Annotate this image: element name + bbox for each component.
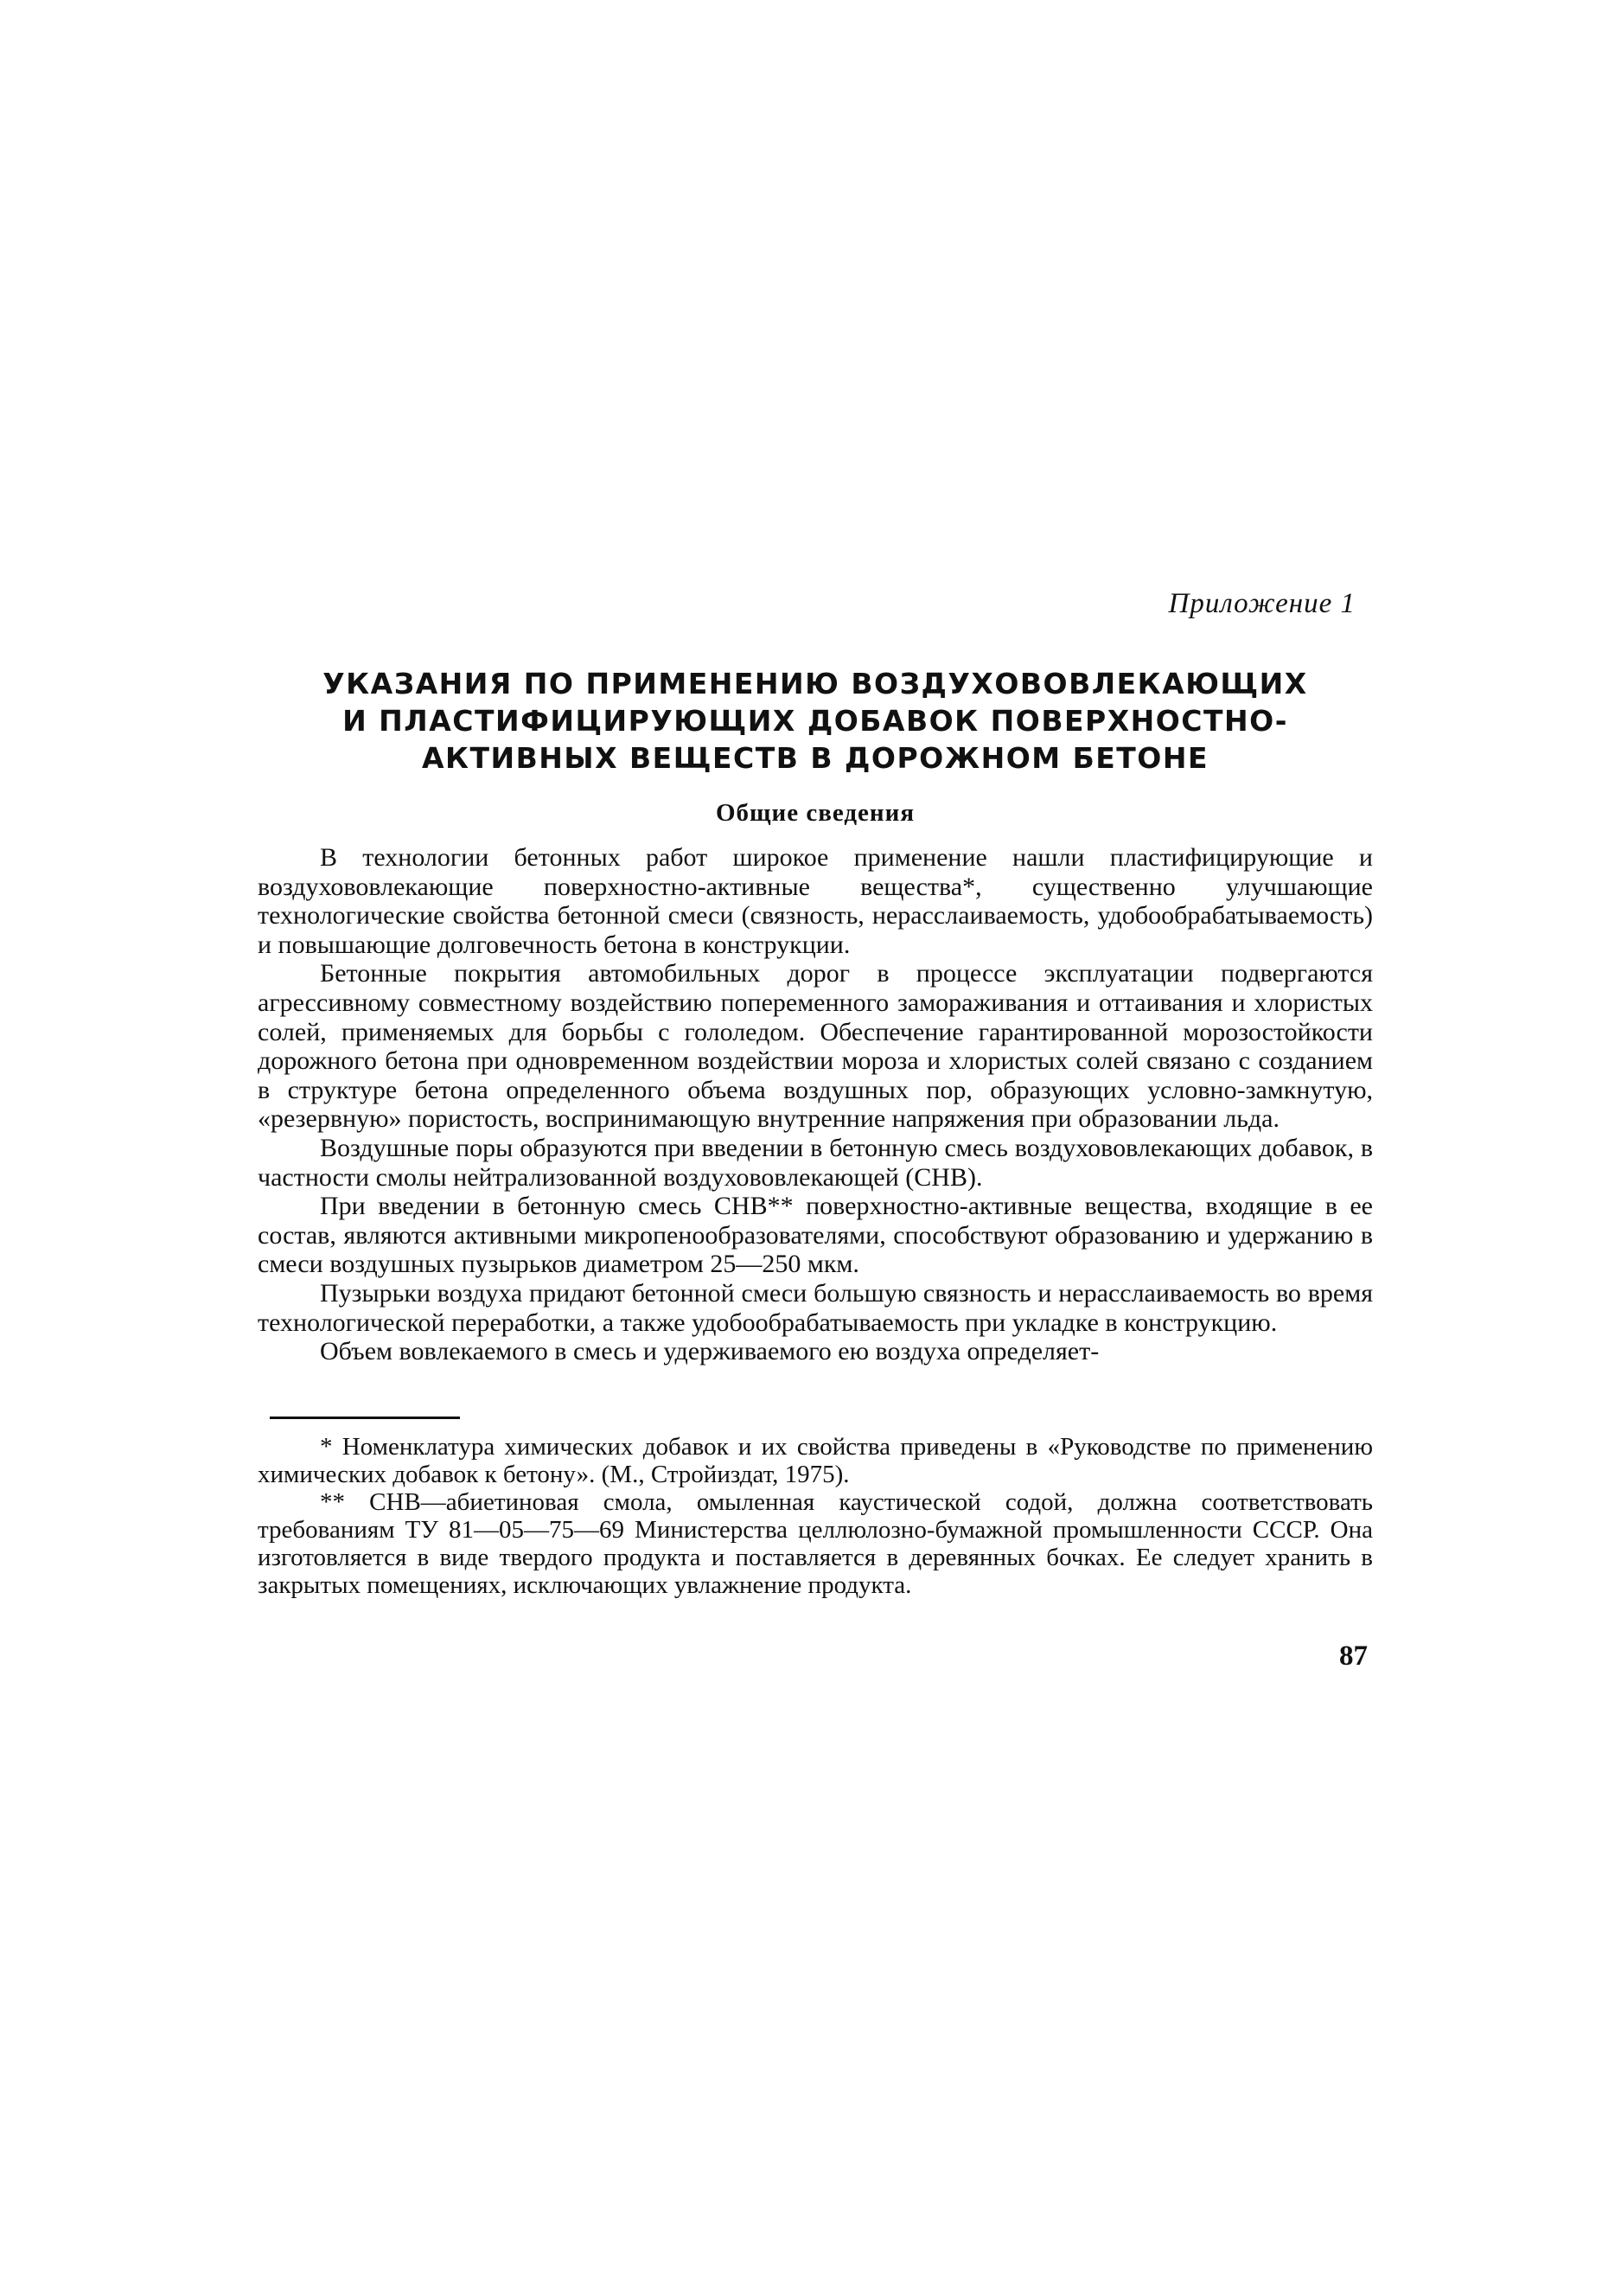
paragraph: Пузырьки воздуха придают бетонной смеси большую связность и нерасслаиваемость во время технологической переработки, а также удобообрабатываемость при укладке в конструкцию. (258, 1278, 1373, 1337)
paragraph: Бетонные покрытия автомобильных дорог в процессе эксплуатации подвергаются агрессивному совместному воздействию попеременного замораживания и оттаивания и хлористых солей, применяемых для борьбы с гололедом. Обеспечение гарантированной морозостойкости дорожного бетона при одновременном воздействии мороза и хлористых солей связано с созданием в структуре бетона определенного объема воздушных пор, образующих условно-замкнутую, «резервную» пористость, воспринимающую внутренние напряжения при образовании льда. (258, 959, 1373, 1134)
footnotes (258, 1433, 1373, 1599)
title-line: АКТИВНЫХ ВЕЩЕСТВ В ДОРОЖНОМ БЕТОНЕ (421, 741, 1209, 775)
section-heading: Общие сведения (715, 799, 916, 827)
document-title (258, 665, 1373, 777)
footnote: * Номенклатура химических добавок и их свойства приведены в «Руководстве по применению химических добавок к бетону». (М., Стройиздат, 1975). (258, 1432, 1373, 1488)
appendix-label: Приложение 1 (1168, 588, 1356, 619)
paragraph: Воздушные поры образуются при введении в бетонную смесь воздухововлекающих добавок, в частности смолы нейтрализованной воздухововлекающей (СНВ). (258, 1133, 1373, 1192)
title-line: И ПЛАСТИФИЦИРУЮЩИХ ДОБАВОК ПОВЕРХНОСТНО- (342, 704, 1288, 738)
title-line: УКАЗАНИЯ ПО ПРИМЕНЕНИЮ ВОЗДУХОВОВЛЕКАЮЩИХ (322, 667, 1308, 700)
paragraph: В технологии бетонных работ широкое применение нашли пластифицирующие и воздухововлекающие поверхностно-активные вещества*, существенно улучшающие технологические свойства бетонной смеси (связность, нерасслаиваемость, удобообрабатываемость) и повышающие долговечность бетона в конструкции. (258, 843, 1373, 959)
page-number: 87 (1339, 1640, 1368, 1672)
footnote-divider (270, 1417, 460, 1419)
document-page (258, 588, 1373, 1672)
footnote: ** СНВ—абиетиновая смола, омыленная каустической содой, должна соответствовать требованиям ТУ 81—05—75—69 Министерства целлюлозно-бумажной промышленности СССР. Она изготовляется в виде твердого продукта и поставляется в деревянных бочках. Ее следует хранить в закрытых помещениях, исключающих увлажнение продукта. (258, 1487, 1373, 1599)
paragraph: При введении в бетонную смесь СНВ** поверхностно-активные вещества, входящие в ее состав, являются активными микропенообразователями, способствуют образованию и удержанию в смеси воздушных пузырьков диаметром 25—250 мкм. (258, 1192, 1373, 1279)
paragraph: Объем вовлекаемого в смесь и удерживаемого ею воздуха определяет- (320, 1337, 1100, 1366)
body-text (258, 843, 1373, 1366)
